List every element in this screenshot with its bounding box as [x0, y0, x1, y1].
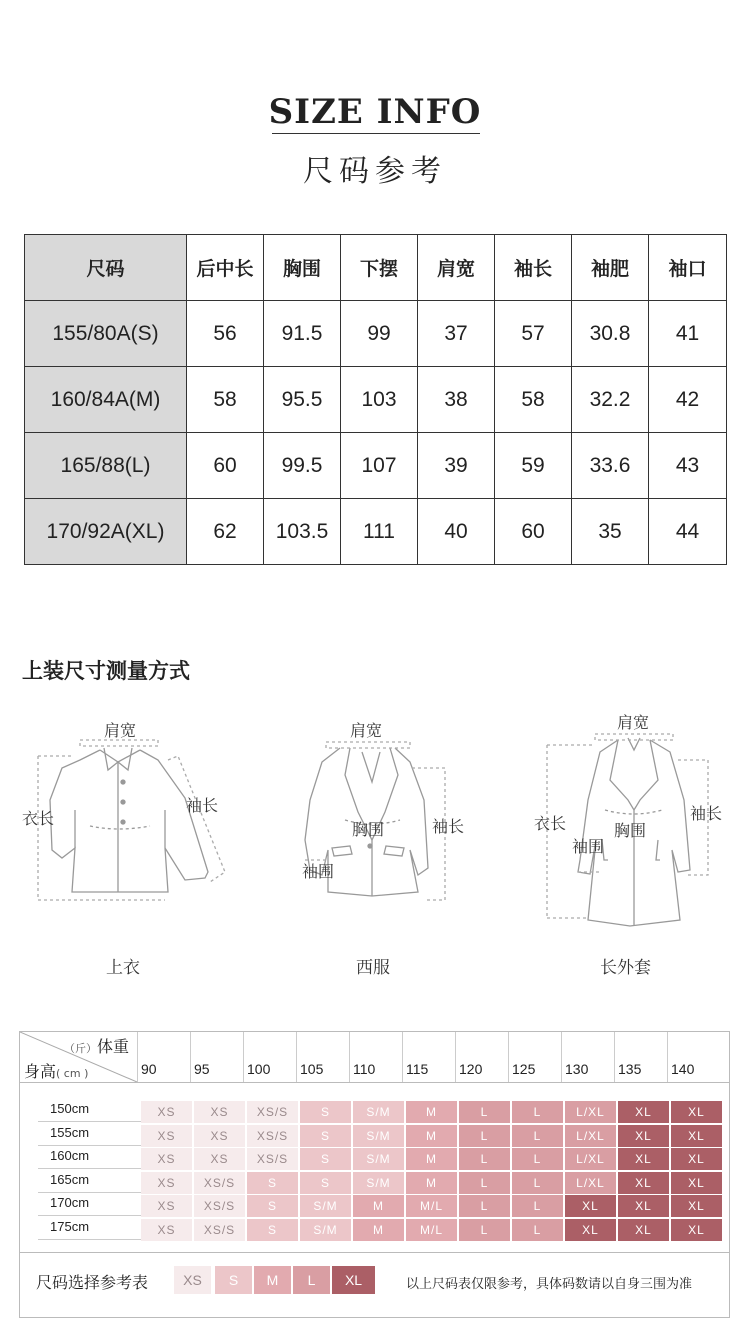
- coat-length-label: 衣长: [534, 814, 567, 833]
- size-grid-cell: XL: [618, 1172, 669, 1194]
- size-grid-cell: S: [300, 1148, 351, 1170]
- table-cell: 103: [341, 367, 418, 433]
- size-table-header: [25, 235, 727, 301]
- size-grid-cell: XS/S: [194, 1195, 245, 1217]
- height-axis-label: 身高( cm ): [24, 1062, 89, 1081]
- suit-chest-label: 胸围: [352, 820, 385, 839]
- weight-column-divider: [296, 1032, 297, 1082]
- row-divider: [38, 1192, 157, 1193]
- size-cell: 170/92A(XL): [25, 499, 187, 565]
- header-cell: 袖长: [495, 235, 572, 301]
- coat-caption: 长外套: [600, 958, 651, 978]
- row-divider: [38, 1145, 157, 1146]
- table-cell: 43: [649, 433, 727, 499]
- weight-header: 140: [671, 1061, 695, 1077]
- size-grid-cell: XS: [194, 1125, 245, 1147]
- height-row-label: 160cm: [50, 1148, 90, 1163]
- table-cell: 30.8: [572, 301, 649, 367]
- size-grid-cell: L: [459, 1101, 510, 1123]
- size-grid-cell: S/M: [300, 1195, 351, 1217]
- page-title: SIZE INFO: [268, 92, 482, 132]
- size-grid-cell: XS: [194, 1148, 245, 1170]
- header-cell: 袖口: [649, 235, 727, 301]
- size-grid-cell: XS/S: [247, 1125, 298, 1147]
- suit-caption: 西服: [356, 958, 390, 978]
- size-grid-cell: XL: [671, 1125, 722, 1147]
- row-divider: [38, 1239, 157, 1240]
- size-grid-cell: XS/S: [194, 1219, 245, 1241]
- size-grid-cell: S/M: [353, 1172, 404, 1194]
- size-grid-cell: XS: [141, 1219, 192, 1241]
- size-cell: 165/88(L): [25, 433, 187, 499]
- legend-swatch: XS: [174, 1266, 211, 1294]
- weight-axis-label: （斤）体重: [64, 1037, 130, 1056]
- height-row-label: 170cm: [50, 1195, 90, 1210]
- suit-cuff-label: 袖围: [302, 862, 335, 881]
- header-cell: 尺码: [25, 235, 187, 301]
- table-row: [25, 499, 727, 565]
- size-grid-cell: XL: [565, 1219, 616, 1241]
- size-grid-cell: L/XL: [565, 1101, 616, 1123]
- table-cell: 39: [418, 433, 495, 499]
- size-grid-cell: L: [512, 1148, 563, 1170]
- table-cell: 60: [495, 499, 572, 565]
- weight-column-divider: [614, 1032, 615, 1082]
- size-grid-cell: S: [247, 1195, 298, 1217]
- size-grid-cell: XL: [618, 1101, 669, 1123]
- table-cell: 60: [187, 433, 264, 499]
- size-grid-cell: M/L: [406, 1219, 457, 1241]
- shirt-shoulder-label: 肩宽: [104, 721, 137, 740]
- weight-header: 120: [459, 1061, 483, 1077]
- shirt-sleeve-label: 袖长: [186, 796, 219, 815]
- weight-header: 115: [406, 1061, 429, 1077]
- row-divider: [38, 1121, 157, 1122]
- weight-column-divider: [137, 1032, 138, 1082]
- weight-header: 90: [141, 1061, 157, 1077]
- shirt-illustration: [38, 740, 225, 900]
- size-grid-cell: XL: [671, 1101, 722, 1123]
- shirt-caption: 上衣: [106, 958, 140, 978]
- size-grid-cell: S: [300, 1172, 351, 1194]
- legend-swatch: S: [215, 1266, 252, 1294]
- size-grid-cell: XL: [618, 1125, 669, 1147]
- shirt-length-label: 衣长: [22, 809, 55, 828]
- size-grid-cell: S/M: [353, 1125, 404, 1147]
- size-grid-cell: M: [353, 1195, 404, 1217]
- weight-column-divider: [243, 1032, 244, 1082]
- size-grid-cell: S: [247, 1172, 298, 1194]
- size-grid-cell: XL: [618, 1195, 669, 1217]
- table-cell: 42: [649, 367, 727, 433]
- header-cell: 后中长: [187, 235, 264, 301]
- height-row-label: 155cm: [50, 1124, 90, 1140]
- legend-title: 尺码选择参考表: [36, 1273, 149, 1292]
- height-row-label: 165cm: [50, 1171, 90, 1187]
- size-table: [24, 234, 727, 565]
- size-grid-cell: XL: [671, 1148, 722, 1170]
- weight-column-divider: [455, 1032, 456, 1082]
- size-grid-cell: XS: [194, 1101, 245, 1123]
- size-grid-cell: L/XL: [565, 1172, 616, 1194]
- size-grid-cell: L: [512, 1101, 563, 1123]
- size-grid-cell: S/M: [353, 1148, 404, 1170]
- table-cell: 103.5: [264, 499, 341, 565]
- size-grid-cell: XS/S: [247, 1101, 298, 1123]
- weight-column-divider: [402, 1032, 403, 1082]
- table-cell: 99.5: [264, 433, 341, 499]
- header-cell: 袖肥: [572, 235, 649, 301]
- size-grid-cell: XL: [671, 1195, 722, 1217]
- size-grid-cell: XS: [141, 1172, 192, 1194]
- size-grid-cell: S: [247, 1219, 298, 1241]
- table-cell: 91.5: [264, 301, 341, 367]
- size-grid-cell: S/M: [353, 1101, 404, 1123]
- table-cell: 62: [187, 499, 264, 565]
- suit-sleeve-label: 袖长: [432, 817, 465, 836]
- size-selection-chart: [19, 1031, 730, 1318]
- size-grid-cell: L: [512, 1125, 563, 1147]
- size-grid-cell: XL: [618, 1219, 669, 1241]
- table-cell: 56: [187, 301, 264, 367]
- weight-column-divider: [508, 1032, 509, 1082]
- size-grid-cell: S: [300, 1125, 351, 1147]
- size-grid-cell: L: [459, 1125, 510, 1147]
- row-divider: [38, 1215, 157, 1216]
- weight-header: 125: [512, 1061, 536, 1077]
- weight-header: 100: [247, 1061, 271, 1077]
- size-grid-cell: L: [459, 1172, 510, 1194]
- table-cell: 33.6: [572, 433, 649, 499]
- size-grid-cell: M: [406, 1148, 457, 1170]
- table-cell: 107: [341, 433, 418, 499]
- coat-sleeve-label: 袖长: [690, 804, 723, 823]
- header-cell: 胸围: [264, 235, 341, 301]
- height-row-label: 150cm: [50, 1101, 90, 1116]
- size-grid-cell: S: [300, 1101, 351, 1123]
- size-grid-cell: XL: [565, 1195, 616, 1217]
- size-grid-cell: XL: [618, 1148, 669, 1170]
- size-grid-cell: XS/S: [247, 1148, 298, 1170]
- weight-header: 110: [353, 1061, 376, 1077]
- disclaimer-note: 以上尺码表仅限参考，具体码数请以自身三围为准: [406, 1277, 693, 1292]
- size-grid-cell: M: [406, 1101, 457, 1123]
- title-divider: [272, 133, 480, 134]
- table-cell: 35: [572, 499, 649, 565]
- size-grid-cell: M: [353, 1219, 404, 1241]
- weight-column-divider: [561, 1032, 562, 1082]
- height-row-label: 175cm: [50, 1218, 90, 1234]
- size-grid-cell: L: [512, 1195, 563, 1217]
- weight-column-divider: [349, 1032, 350, 1082]
- table-row: [25, 301, 727, 367]
- size-cell: 160/84A(M): [25, 367, 187, 433]
- size-grid-cell: L/XL: [565, 1148, 616, 1170]
- size-grid-cell: L: [512, 1219, 563, 1241]
- page-subtitle: 尺码参考: [303, 154, 447, 189]
- table-cell: 41: [649, 301, 727, 367]
- table-cell: 58: [495, 367, 572, 433]
- size-grid-cell: M/L: [406, 1195, 457, 1217]
- table-row: [25, 367, 727, 433]
- size-grid-cell: S/M: [300, 1219, 351, 1241]
- size-grid-cell: XS/S: [194, 1172, 245, 1194]
- header-cell: 下摆: [341, 235, 418, 301]
- weight-header: 105: [300, 1061, 324, 1077]
- size-grid-cell: M: [406, 1125, 457, 1147]
- weight-column-divider: [667, 1032, 668, 1082]
- weight-header: 130: [565, 1061, 589, 1077]
- size-grid-cell: XS: [141, 1101, 192, 1123]
- measure-title: 上装尺寸测量方式: [22, 659, 190, 683]
- table-cell: 59: [495, 433, 572, 499]
- table-cell: 38: [418, 367, 495, 433]
- size-grid-cell: L: [459, 1219, 510, 1241]
- table-cell: 111: [341, 499, 418, 565]
- weight-header: 95: [194, 1061, 210, 1077]
- coat-chest-label: 胸围: [614, 821, 647, 840]
- table-cell: 95.5: [264, 367, 341, 433]
- legend-divider: [20, 1252, 729, 1253]
- size-grid-cell: M: [406, 1172, 457, 1194]
- table-cell: 58: [187, 367, 264, 433]
- size-cell: 155/80A(S): [25, 301, 187, 367]
- legend-swatch: XL: [332, 1266, 375, 1294]
- table-cell: 37: [418, 301, 495, 367]
- weight-header: 135: [618, 1061, 642, 1077]
- coat-cuff-label: 袖围: [572, 837, 605, 856]
- table-cell: 44: [649, 499, 727, 565]
- suit-shoulder-label: 肩宽: [350, 721, 383, 740]
- legend-swatch: L: [293, 1266, 330, 1294]
- legend-swatch: M: [254, 1266, 291, 1294]
- header-cell: 肩宽: [418, 235, 495, 301]
- size-grid-cell: XS: [141, 1148, 192, 1170]
- size-grid-cell: XL: [671, 1172, 722, 1194]
- size-grid-cell: XS: [141, 1125, 192, 1147]
- row-divider: [38, 1168, 157, 1169]
- size-grid-cell: L: [512, 1172, 563, 1194]
- size-grid-cell: XL: [671, 1219, 722, 1241]
- table-cell: 32.2: [572, 367, 649, 433]
- table-cell: 57: [495, 301, 572, 367]
- size-grid-cell: L: [459, 1195, 510, 1217]
- size-grid-cell: L: [459, 1148, 510, 1170]
- weight-column-divider: [190, 1032, 191, 1082]
- table-row: [25, 433, 727, 499]
- header-divider: [20, 1082, 729, 1083]
- coat-shoulder-label: 肩宽: [617, 713, 650, 732]
- table-cell: 40: [418, 499, 495, 565]
- size-grid-cell: XS: [141, 1195, 192, 1217]
- table-cell: 99: [341, 301, 418, 367]
- size-grid-cell: L/XL: [565, 1125, 616, 1147]
